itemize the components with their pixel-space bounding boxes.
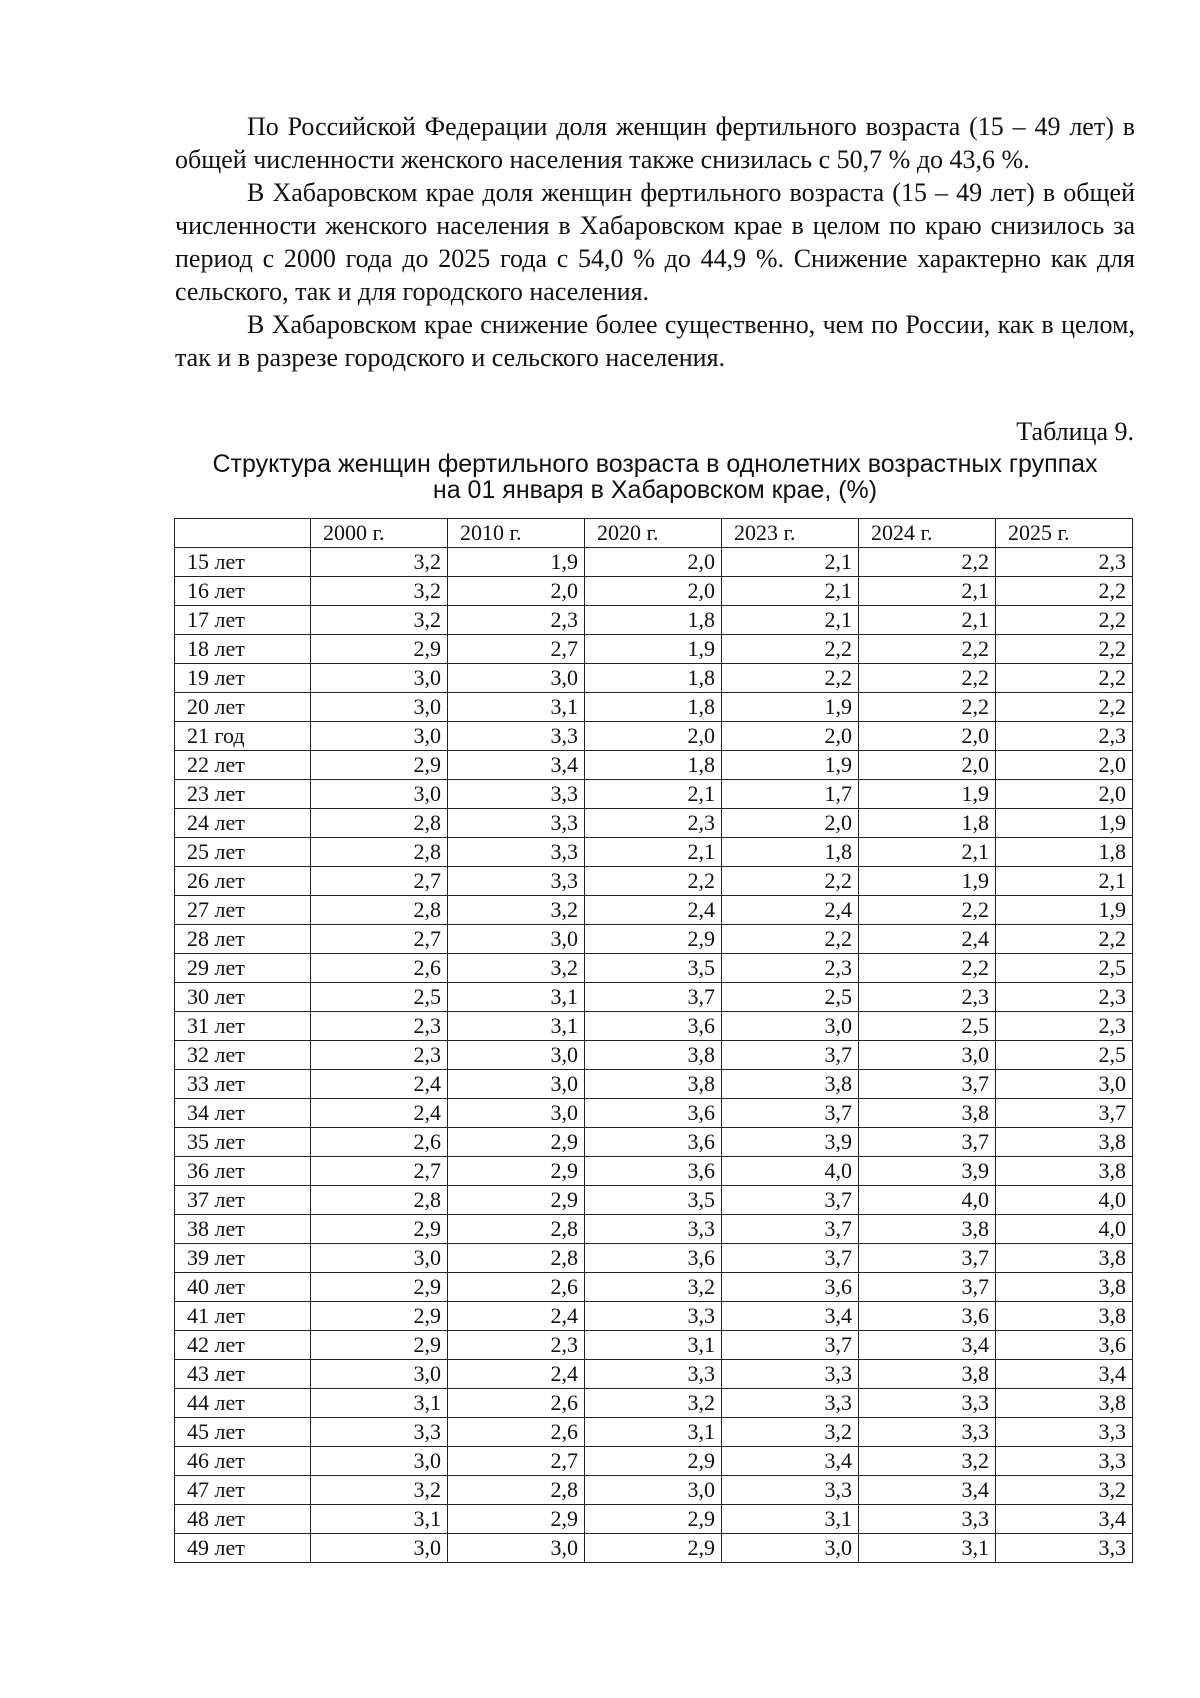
value-cell: 2,3 [859, 983, 996, 1012]
value-cell: 3,8 [996, 1128, 1133, 1157]
row-label-cell: 35 лет [175, 1128, 311, 1157]
table-row [175, 664, 1133, 693]
value-cell: 3,8 [859, 1360, 996, 1389]
value-cell: 2,9 [448, 1505, 585, 1534]
value-cell: 3,3 [859, 1389, 996, 1418]
value-cell: 2,3 [448, 1331, 585, 1360]
value-cell: 1,8 [585, 664, 722, 693]
table-row [175, 954, 1133, 983]
row-label-cell: 25 лет [175, 838, 311, 867]
table-row [175, 751, 1133, 780]
value-cell: 3,1 [722, 1505, 859, 1534]
value-cell: 4,0 [996, 1215, 1133, 1244]
value-cell: 2,6 [448, 1273, 585, 1302]
table-row [175, 1041, 1133, 1070]
value-cell: 3,3 [859, 1418, 996, 1447]
value-cell: 1,7 [722, 780, 859, 809]
row-label-cell: 36 лет [175, 1157, 311, 1186]
value-cell: 3,3 [448, 867, 585, 896]
row-label-cell: 37 лет [175, 1186, 311, 1215]
row-label-cell: 20 лет [175, 693, 311, 722]
value-cell: 1,9 [859, 780, 996, 809]
row-label-cell: 38 лет [175, 1215, 311, 1244]
value-cell: 2,0 [859, 722, 996, 751]
row-label-cell: 27 лет [175, 896, 311, 925]
table-row [175, 1302, 1133, 1331]
value-cell: 3,4 [996, 1360, 1133, 1389]
value-cell: 3,7 [585, 983, 722, 1012]
row-label-cell: 21 год [175, 722, 311, 751]
value-cell: 2,9 [448, 1186, 585, 1215]
value-cell: 4,0 [722, 1157, 859, 1186]
column-header: 2024 г. [859, 519, 996, 548]
row-label-cell: 49 лет [175, 1534, 311, 1563]
column-header: 2000 г. [311, 519, 448, 548]
row-label-cell: 15 лет [175, 548, 311, 577]
value-cell: 2,0 [585, 577, 722, 606]
table-row [175, 896, 1133, 925]
row-label-cell: 18 лет [175, 635, 311, 664]
value-cell: 2,2 [722, 664, 859, 693]
value-cell: 3,3 [996, 1447, 1133, 1476]
value-cell: 3,7 [859, 1128, 996, 1157]
value-cell: 2,9 [311, 1215, 448, 1244]
value-cell: 3,0 [448, 664, 585, 693]
value-cell: 3,7 [722, 1099, 859, 1128]
value-cell: 3,0 [311, 1244, 448, 1273]
value-cell: 2,8 [448, 1476, 585, 1505]
value-cell: 3,3 [996, 1418, 1133, 1447]
column-header: 2025 г. [996, 519, 1133, 548]
table-row [175, 693, 1133, 722]
value-cell: 3,2 [448, 954, 585, 983]
row-label-cell: 41 лет [175, 1302, 311, 1331]
value-cell: 1,8 [585, 751, 722, 780]
value-cell: 3,1 [585, 1331, 722, 1360]
value-cell: 2,3 [996, 548, 1133, 577]
value-cell: 3,0 [448, 1041, 585, 1070]
value-cell: 1,8 [585, 693, 722, 722]
value-cell: 3,3 [585, 1360, 722, 1389]
value-cell: 1,8 [859, 809, 996, 838]
table-row [175, 867, 1133, 896]
value-cell: 3,2 [585, 1389, 722, 1418]
table-row [175, 1418, 1133, 1447]
value-cell: 2,8 [448, 1244, 585, 1273]
value-cell: 2,3 [448, 606, 585, 635]
value-cell: 2,0 [585, 722, 722, 751]
value-cell: 3,3 [996, 1534, 1133, 1563]
table-row [175, 577, 1133, 606]
table-row [175, 1534, 1133, 1563]
value-cell: 2,7 [311, 867, 448, 896]
value-cell: 4,0 [859, 1186, 996, 1215]
value-cell: 2,0 [585, 548, 722, 577]
value-cell: 2,3 [996, 1012, 1133, 1041]
value-cell: 3,0 [448, 1534, 585, 1563]
value-cell: 3,4 [448, 751, 585, 780]
table-row [175, 1331, 1133, 1360]
value-cell: 2,0 [996, 780, 1133, 809]
table-body [175, 548, 1133, 1563]
row-label-cell: 23 лет [175, 780, 311, 809]
table-row [175, 983, 1133, 1012]
paragraph: В Хабаровском крае доля женщин фертильного возраста (15 – 49 лет) в общей численности женского населения в Хабаровском крае в целом по краю снизилось за период с 2000 года до 2025 года с 54,0 % до 44,9 %. Снижение характерно как для сельского, так и для городского населения. [175, 178, 1135, 306]
value-cell: 3,3 [722, 1476, 859, 1505]
value-cell: 2,6 [311, 1128, 448, 1157]
value-cell: 2,2 [996, 577, 1133, 606]
value-cell: 2,2 [859, 664, 996, 693]
value-cell: 2,2 [996, 664, 1133, 693]
value-cell: 3,0 [585, 1476, 722, 1505]
table-row [175, 1273, 1133, 1302]
value-cell: 3,7 [859, 1244, 996, 1273]
value-cell: 3,4 [859, 1331, 996, 1360]
value-cell: 2,9 [585, 925, 722, 954]
value-cell: 3,8 [996, 1302, 1133, 1331]
value-cell: 2,4 [448, 1360, 585, 1389]
value-cell: 2,2 [996, 693, 1133, 722]
table-row [175, 1389, 1133, 1418]
value-cell: 3,6 [585, 1128, 722, 1157]
data-table [174, 518, 1133, 1563]
table-row [175, 925, 1133, 954]
value-cell: 1,9 [859, 867, 996, 896]
value-cell: 2,4 [859, 925, 996, 954]
value-cell: 3,2 [311, 606, 448, 635]
table-row [175, 1157, 1133, 1186]
value-cell: 2,3 [311, 1012, 448, 1041]
value-cell: 1,8 [996, 838, 1133, 867]
table-row [175, 1360, 1133, 1389]
column-header [175, 519, 311, 548]
value-cell: 2,9 [585, 1534, 722, 1563]
value-cell: 2,3 [722, 954, 859, 983]
value-cell: 3,6 [859, 1302, 996, 1331]
value-cell: 3,1 [311, 1505, 448, 1534]
value-cell: 3,3 [722, 1360, 859, 1389]
column-header: 2010 г. [448, 519, 585, 548]
value-cell: 3,2 [722, 1418, 859, 1447]
table-row [175, 548, 1133, 577]
row-label-cell: 28 лет [175, 925, 311, 954]
value-cell: 2,4 [311, 1099, 448, 1128]
row-label-cell: 46 лет [175, 1447, 311, 1476]
value-cell: 2,4 [722, 896, 859, 925]
row-label-cell: 22 лет [175, 751, 311, 780]
value-cell: 2,8 [311, 896, 448, 925]
value-cell: 3,8 [585, 1070, 722, 1099]
value-cell: 3,3 [859, 1505, 996, 1534]
row-label-cell: 45 лет [175, 1418, 311, 1447]
row-label-cell: 17 лет [175, 606, 311, 635]
value-cell: 2,9 [585, 1447, 722, 1476]
paragraph: В Хабаровском крае снижение более существенно, чем по России, как в целом, так и в разрезе городского и сельского населения. [175, 310, 1135, 372]
table-row [175, 1070, 1133, 1099]
value-cell: 2,9 [311, 1302, 448, 1331]
value-cell: 2,1 [722, 606, 859, 635]
table-row [175, 1012, 1133, 1041]
table-row [175, 809, 1133, 838]
table-row [175, 838, 1133, 867]
value-cell: 3,8 [722, 1070, 859, 1099]
value-cell: 2,8 [448, 1215, 585, 1244]
value-cell: 3,8 [859, 1215, 996, 1244]
value-cell: 3,8 [996, 1273, 1133, 1302]
value-cell: 3,8 [996, 1244, 1133, 1273]
value-cell: 2,9 [448, 1128, 585, 1157]
value-cell: 1,9 [585, 635, 722, 664]
value-cell: 3,7 [722, 1331, 859, 1360]
value-cell: 3,2 [448, 896, 585, 925]
value-cell: 2,1 [996, 867, 1133, 896]
row-label-cell: 30 лет [175, 983, 311, 1012]
value-cell: 3,8 [996, 1389, 1133, 1418]
row-label-cell: 26 лет [175, 867, 311, 896]
value-cell: 3,1 [448, 983, 585, 1012]
row-label-cell: 31 лет [175, 1012, 311, 1041]
value-cell: 2,9 [311, 1331, 448, 1360]
value-cell: 1,8 [585, 606, 722, 635]
value-cell: 3,3 [311, 1418, 448, 1447]
value-cell: 2,3 [311, 1041, 448, 1070]
value-cell: 3,2 [859, 1447, 996, 1476]
value-cell: 2,2 [996, 635, 1133, 664]
value-cell: 2,2 [585, 867, 722, 896]
value-cell: 3,0 [311, 722, 448, 751]
row-label-cell: 39 лет [175, 1244, 311, 1273]
value-cell: 2,5 [996, 954, 1133, 983]
value-cell: 3,1 [448, 1012, 585, 1041]
value-cell: 2,9 [585, 1505, 722, 1534]
value-cell: 3,7 [996, 1099, 1133, 1128]
value-cell: 2,5 [996, 1041, 1133, 1070]
value-cell: 2,5 [722, 983, 859, 1012]
value-cell: 3,3 [448, 838, 585, 867]
value-cell: 3,0 [311, 1447, 448, 1476]
value-cell: 3,3 [448, 780, 585, 809]
value-cell: 3,0 [722, 1534, 859, 1563]
row-label-cell: 16 лет [175, 577, 311, 606]
table-row [175, 635, 1133, 664]
value-cell: 3,0 [311, 664, 448, 693]
value-cell: 2,2 [859, 896, 996, 925]
value-cell: 2,3 [996, 983, 1133, 1012]
value-cell: 3,7 [722, 1215, 859, 1244]
value-cell: 2,3 [585, 809, 722, 838]
value-cell: 3,6 [585, 1012, 722, 1041]
value-cell: 3,0 [311, 780, 448, 809]
value-cell: 3,2 [996, 1476, 1133, 1505]
value-cell: 2,8 [311, 1186, 448, 1215]
value-cell: 3,9 [859, 1157, 996, 1186]
value-cell: 2,2 [859, 693, 996, 722]
value-cell: 3,0 [311, 1534, 448, 1563]
value-cell: 3,0 [448, 1070, 585, 1099]
value-cell: 2,7 [311, 925, 448, 954]
value-cell: 2,9 [311, 751, 448, 780]
value-cell: 2,0 [859, 751, 996, 780]
value-cell: 3,3 [585, 1215, 722, 1244]
value-cell: 3,4 [996, 1505, 1133, 1534]
value-cell: 3,3 [448, 809, 585, 838]
table-row [175, 1128, 1133, 1157]
value-cell: 2,3 [996, 722, 1133, 751]
value-cell: 3,7 [722, 1186, 859, 1215]
value-cell: 3,3 [585, 1302, 722, 1331]
value-cell: 2,0 [722, 722, 859, 751]
value-cell: 2,0 [448, 577, 585, 606]
table-row [175, 1099, 1133, 1128]
value-cell: 3,2 [311, 1476, 448, 1505]
row-label-cell: 48 лет [175, 1505, 311, 1534]
value-cell: 3,7 [859, 1070, 996, 1099]
value-cell: 3,7 [859, 1273, 996, 1302]
value-cell: 2,0 [722, 809, 859, 838]
value-cell: 3,1 [585, 1418, 722, 1447]
table-row [175, 606, 1133, 635]
value-cell: 2,6 [448, 1418, 585, 1447]
value-cell: 3,0 [996, 1070, 1133, 1099]
row-label-cell: 33 лет [175, 1070, 311, 1099]
value-cell: 3,0 [448, 1099, 585, 1128]
table-row [175, 1215, 1133, 1244]
value-cell: 2,1 [585, 780, 722, 809]
value-cell: 4,0 [996, 1186, 1133, 1215]
value-cell: 1,9 [996, 896, 1133, 925]
value-cell: 2,4 [585, 896, 722, 925]
table-title-line: на 01 января в Хабаровском крае, (%) [432, 476, 878, 504]
value-cell: 2,2 [859, 954, 996, 983]
value-cell: 2,1 [722, 548, 859, 577]
value-cell: 3,6 [996, 1331, 1133, 1360]
table-title [175, 451, 1135, 503]
row-label-cell: 32 лет [175, 1041, 311, 1070]
row-label-cell: 29 лет [175, 954, 311, 983]
body-text [175, 110, 1135, 374]
value-cell: 1,8 [722, 838, 859, 867]
table-number: Таблица 9. [1016, 417, 1134, 446]
value-cell: 2,2 [722, 635, 859, 664]
row-label-cell: 44 лет [175, 1389, 311, 1418]
value-cell: 2,1 [585, 838, 722, 867]
value-cell: 2,1 [859, 577, 996, 606]
table-row [175, 1244, 1133, 1273]
value-cell: 2,4 [448, 1302, 585, 1331]
value-cell: 3,4 [722, 1447, 859, 1476]
value-cell: 3,4 [722, 1302, 859, 1331]
value-cell: 1,9 [448, 548, 585, 577]
table-row [175, 1476, 1133, 1505]
value-cell: 2,5 [311, 983, 448, 1012]
value-cell: 2,9 [311, 1273, 448, 1302]
row-label-cell: 47 лет [175, 1476, 311, 1505]
value-cell: 2,2 [996, 606, 1133, 635]
value-cell: 2,6 [311, 954, 448, 983]
value-cell: 3,1 [448, 693, 585, 722]
value-cell: 3,2 [311, 577, 448, 606]
value-cell: 2,6 [448, 1389, 585, 1418]
paragraph: По Российской Федерации доля женщин фертильного возраста (15 – 49 лет) в общей численности женского населения также снизилась с 50,7 % до 43,6 %. [175, 112, 1135, 174]
value-cell: 2,2 [722, 867, 859, 896]
value-cell: 3,3 [722, 1389, 859, 1418]
value-cell: 3,8 [585, 1041, 722, 1070]
value-cell: 3,8 [996, 1157, 1133, 1186]
row-label-cell: 19 лет [175, 664, 311, 693]
value-cell: 2,2 [722, 925, 859, 954]
table-row [175, 1186, 1133, 1215]
table-row [175, 1447, 1133, 1476]
value-cell: 1,9 [722, 751, 859, 780]
value-cell: 3,1 [311, 1389, 448, 1418]
value-cell: 3,2 [585, 1273, 722, 1302]
value-cell: 3,6 [585, 1157, 722, 1186]
table-row [175, 722, 1133, 751]
row-label-cell: 24 лет [175, 809, 311, 838]
value-cell: 3,0 [311, 693, 448, 722]
value-cell: 2,1 [859, 838, 996, 867]
column-header: 2023 г. [722, 519, 859, 548]
value-cell: 3,0 [311, 1360, 448, 1389]
value-cell: 2,0 [996, 751, 1133, 780]
column-header: 2020 г. [585, 519, 722, 548]
value-cell: 2,9 [311, 635, 448, 664]
value-cell: 3,7 [722, 1041, 859, 1070]
value-cell: 3,5 [585, 1186, 722, 1215]
row-label-cell: 43 лет [175, 1360, 311, 1389]
value-cell: 1,9 [996, 809, 1133, 838]
value-cell: 2,1 [859, 606, 996, 635]
value-cell: 3,1 [859, 1534, 996, 1563]
value-cell: 2,8 [311, 809, 448, 838]
value-cell: 3,5 [585, 954, 722, 983]
row-label-cell: 42 лет [175, 1331, 311, 1360]
table-row [175, 780, 1133, 809]
value-cell: 3,2 [311, 548, 448, 577]
value-cell: 3,6 [585, 1244, 722, 1273]
value-cell: 2,1 [722, 577, 859, 606]
value-cell: 2,8 [311, 838, 448, 867]
value-cell: 3,9 [722, 1128, 859, 1157]
table-row [175, 1505, 1133, 1534]
table-header-row [175, 519, 1133, 548]
value-cell: 2,7 [448, 1447, 585, 1476]
value-cell: 3,7 [722, 1244, 859, 1273]
value-cell: 2,2 [859, 548, 996, 577]
value-cell: 2,9 [448, 1157, 585, 1186]
value-cell: 3,3 [448, 722, 585, 751]
value-cell: 3,0 [722, 1012, 859, 1041]
value-cell: 2,7 [311, 1157, 448, 1186]
value-cell: 3,0 [859, 1041, 996, 1070]
value-cell: 2,2 [996, 925, 1133, 954]
value-cell: 3,4 [859, 1476, 996, 1505]
value-cell: 2,4 [311, 1070, 448, 1099]
value-cell: 2,7 [448, 635, 585, 664]
table-title-line: Структура женщин фертильного возраста в однолетних возрастных группах [212, 450, 1098, 478]
value-cell: 3,6 [722, 1273, 859, 1302]
value-cell: 2,5 [859, 1012, 996, 1041]
value-cell: 2,2 [859, 635, 996, 664]
value-cell: 3,6 [585, 1099, 722, 1128]
value-cell: 1,9 [722, 693, 859, 722]
value-cell: 3,8 [859, 1099, 996, 1128]
value-cell: 3,0 [448, 925, 585, 954]
row-label-cell: 34 лет [175, 1099, 311, 1128]
row-label-cell: 40 лет [175, 1273, 311, 1302]
